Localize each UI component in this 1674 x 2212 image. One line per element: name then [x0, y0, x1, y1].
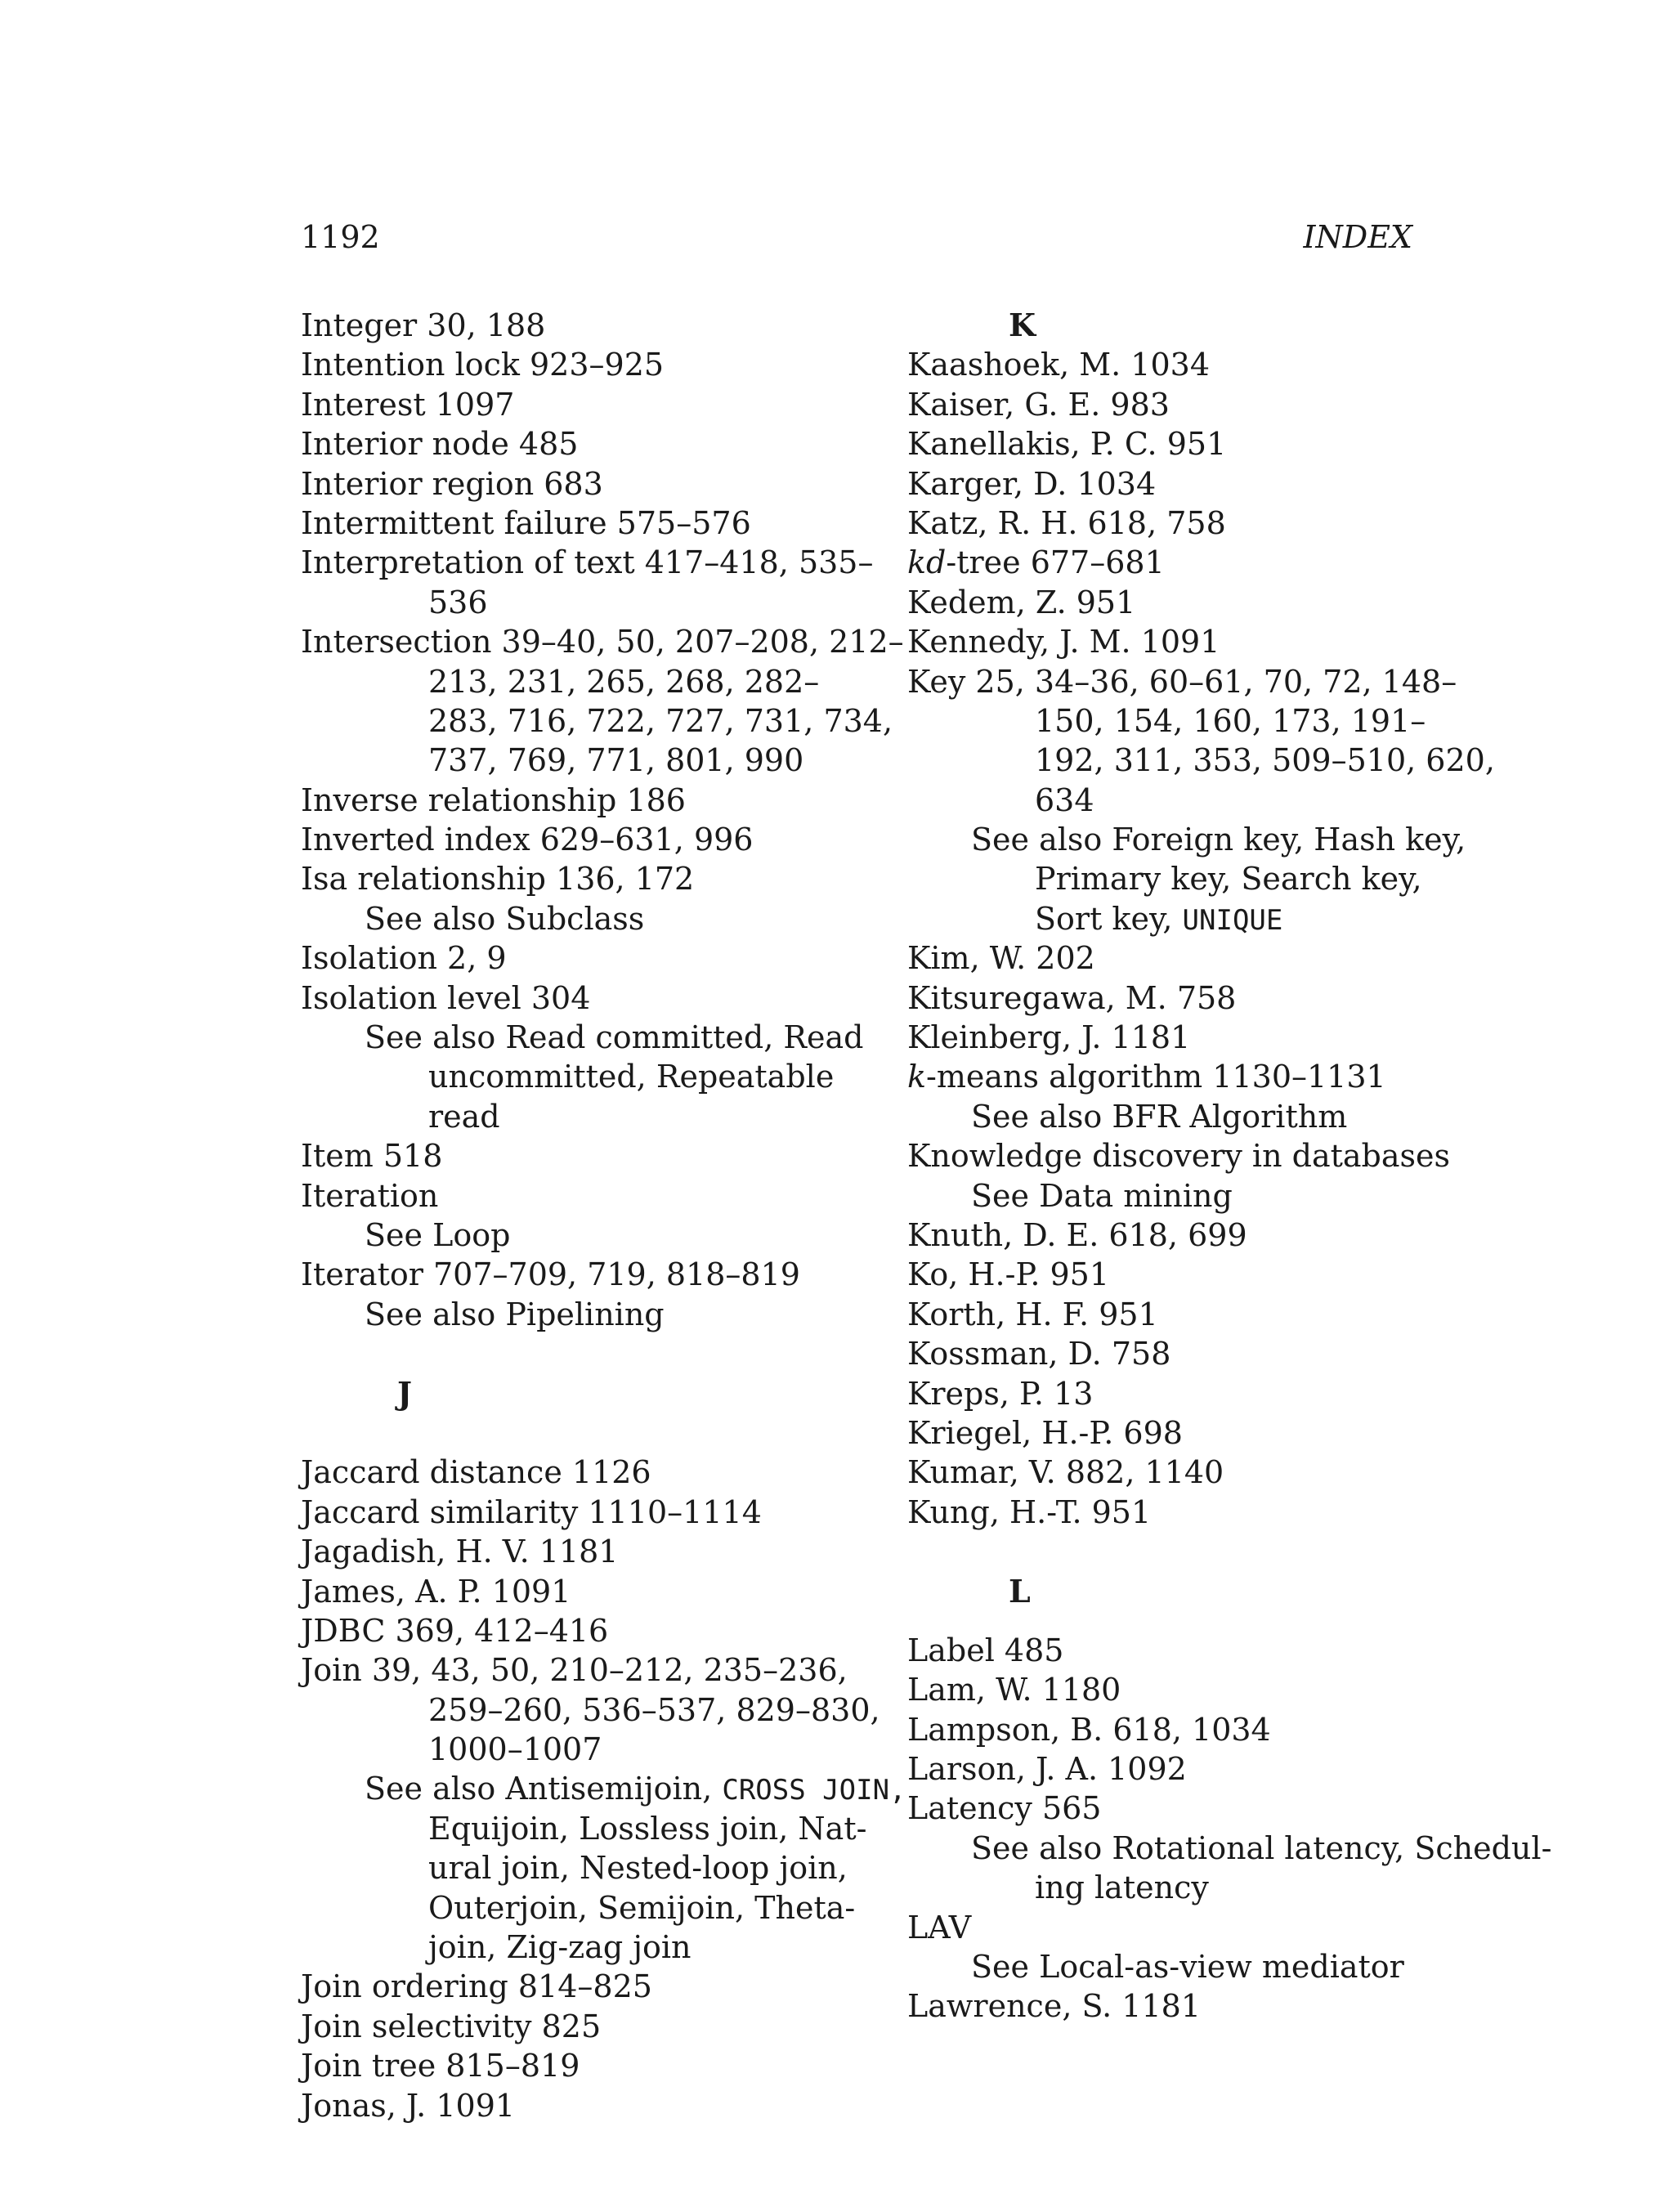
index-entry: Kitsuregawa, M. 758 [907, 979, 1237, 1016]
see-reference: See Local-as-view mediator [971, 1949, 1404, 1986]
index-entry: James, A. P. 1091 [301, 1573, 571, 1610]
index-entry: Katz, R. H. 618, 758 [907, 504, 1226, 541]
see-also-reference: See also Foreign key, Hash key, [971, 822, 1466, 858]
index-entry: Kreps, P. 13 [907, 1375, 1094, 1412]
see-also-reference: See also Subclass [365, 900, 645, 937]
see-also-reference [301, 1769, 906, 1808]
sql-keyword: UNIQUE [1182, 903, 1283, 937]
index-entry: Isolation level 304 [301, 979, 591, 1016]
see-reference: See Loop [365, 1216, 511, 1253]
index-entry: Kennedy, J. M. 1091 [907, 624, 1220, 660]
index-entry [907, 1057, 1439, 1096]
index-entry: Jonas, J. 1091 [301, 2087, 516, 2124]
index-entry: Kedem, Z. 951 [907, 584, 1136, 620]
index-entry: Larson, J. A. 1092 [907, 1751, 1187, 1788]
index-entry: Inverted index 629–631, 996 [301, 822, 754, 858]
index-entry: Join ordering 814–825 [301, 1968, 652, 2005]
index-entry: Item 518 [301, 1138, 443, 1175]
index-entry: Korth, H. F. 951 [907, 1296, 1158, 1332]
section-letter-k: K [1009, 307, 1036, 343]
index-entry: Integer 30, 188 [301, 307, 546, 343]
index-entry-continuation: 259–260, 536–537, 829–830, [428, 1691, 880, 1728]
index-entry: Latency 565 [907, 1790, 1102, 1827]
index-entry: Kanellakis, P. C. 951 [907, 426, 1227, 463]
index-entry: Ko, H.-P. 951 [907, 1256, 1110, 1293]
index-entry-continuation: 634 [1035, 781, 1094, 818]
page-number: 1192 [301, 219, 380, 255]
index-entry: Lampson, B. 618, 1034 [907, 1711, 1271, 1748]
index-entry: Label 485 [907, 1632, 1064, 1668]
see-also-continuation: ing latency [1035, 1869, 1209, 1906]
see-also-continuation: read [428, 1098, 500, 1135]
see-also-continuation: ural join, Nested-loop join, [428, 1850, 848, 1887]
index-entry: Inverse relationship 186 [301, 781, 686, 818]
index-entry: Isolation 2, 9 [301, 940, 507, 977]
see-also-text: Sort key, [1035, 900, 1173, 937]
index-entry: Iterator 707–709, 719, 818–819 [301, 1256, 800, 1293]
index-entry: Join 39, 43, 50, 210–212, 235–236, [301, 1652, 848, 1689]
section-letter-l: L [1009, 1572, 1031, 1610]
index-entry: Jaccard similarity 1110–1114 [301, 1493, 762, 1530]
index-entry-continuation: 150, 154, 160, 173, 191– [1035, 702, 1426, 739]
see-also-reference: See also Pipelining [365, 1296, 665, 1332]
index-entry: Join selectivity 825 [301, 2008, 602, 2044]
see-also-continuation: join, Zig-zag join [428, 1929, 692, 1966]
index-entry: Jagadish, H. V. 1181 [301, 1534, 619, 1570]
index-entry: Interpretation of text 417–418, 535– [301, 544, 874, 581]
see-also-continuation [907, 899, 1439, 938]
index-entry: Kumar, V. 882, 1140 [907, 1454, 1224, 1491]
index-entry-continuation: 213, 231, 265, 268, 282– [428, 663, 820, 700]
section-letter-j: J [397, 1374, 412, 1412]
index-entry: Lawrence, S. 1181 [907, 1988, 1202, 2025]
see-also-reference: See also Read committed, Read [365, 1019, 864, 1056]
running-head: INDEX [1303, 219, 1412, 255]
index-entry: Intention lock 923–925 [301, 347, 665, 383]
index-entry-continuation: 737, 769, 771, 801, 990 [428, 742, 804, 779]
sql-keyword: CROSS JOIN, [722, 1774, 906, 1807]
see-also-reference: See also BFR Algorithm [971, 1098, 1348, 1135]
index-entry: Kleinberg, J. 1181 [907, 1019, 1191, 1056]
index-entry: JDBC 369, 412–416 [301, 1612, 609, 1649]
index-entry: Interior region 683 [301, 465, 603, 502]
entry-text: -means algorithm 1130–1131 [926, 1059, 1386, 1095]
see-also-continuation: Equijoin, Lossless join, Nat- [428, 1810, 867, 1847]
index-entry: Key 25, 34–36, 60–61, 70, 72, 148– [907, 663, 1457, 700]
entry-text: -tree 677–681 [946, 544, 1165, 581]
index-entry: Jaccard distance 1126 [301, 1454, 651, 1491]
index-entry-continuation: 283, 716, 722, 727, 731, 734, [428, 702, 893, 739]
index-entry: Intersection 39–40, 50, 207–208, 212– [301, 624, 904, 660]
index-column-left [301, 306, 906, 2125]
index-entry: Interest 1097 [301, 386, 515, 423]
italic-term: kd [907, 544, 947, 581]
see-also-reference: See also Rotational latency, Schedul- [971, 1829, 1552, 1866]
index-entry: Join tree 815–819 [301, 2048, 580, 2084]
index-entry: Intermittent failure 575–576 [301, 504, 751, 541]
index-entry: Kung, H.-T. 951 [907, 1493, 1152, 1530]
index-entry: Knuth, D. E. 618, 699 [907, 1216, 1247, 1253]
index-entry: Kim, W. 202 [907, 940, 1095, 977]
index-entry: Kaashoek, M. 1034 [907, 347, 1210, 383]
index-entry: Kaiser, G. E. 983 [907, 386, 1170, 423]
index-entry: Karger, D. 1034 [907, 465, 1157, 502]
see-also-continuation: Primary key, Search key, [1035, 861, 1422, 898]
index-entry: Kossman, D. 758 [907, 1336, 1171, 1372]
see-also-continuation: Outerjoin, Semijoin, Theta- [428, 1889, 856, 1926]
index-entry: Knowledge discovery in databases [907, 1138, 1451, 1175]
see-also-continuation: uncommitted, Repeatable [428, 1059, 835, 1095]
index-entry: LAV [907, 1909, 972, 1946]
index-entry: Kriegel, H.-P. 698 [907, 1414, 1183, 1451]
index-entry-continuation: 1000–1007 [428, 1731, 602, 1768]
index-entry: Isa relationship 136, 172 [301, 861, 695, 898]
index-entry [907, 543, 1439, 582]
index-entry-continuation: 536 [428, 584, 488, 620]
index-entry: Interior node 485 [301, 426, 579, 463]
index-column-right [907, 306, 1552, 2026]
index-entry: Lam, W. 1180 [907, 1672, 1121, 1708]
italic-term: k [907, 1059, 927, 1095]
index-entry-continuation: 192, 311, 353, 509–510, 620, [1035, 742, 1495, 779]
see-reference: See Data mining [971, 1177, 1233, 1214]
index-entry: Iteration [301, 1177, 439, 1214]
see-also-text: See also Antisemijoin, [365, 1771, 713, 1807]
